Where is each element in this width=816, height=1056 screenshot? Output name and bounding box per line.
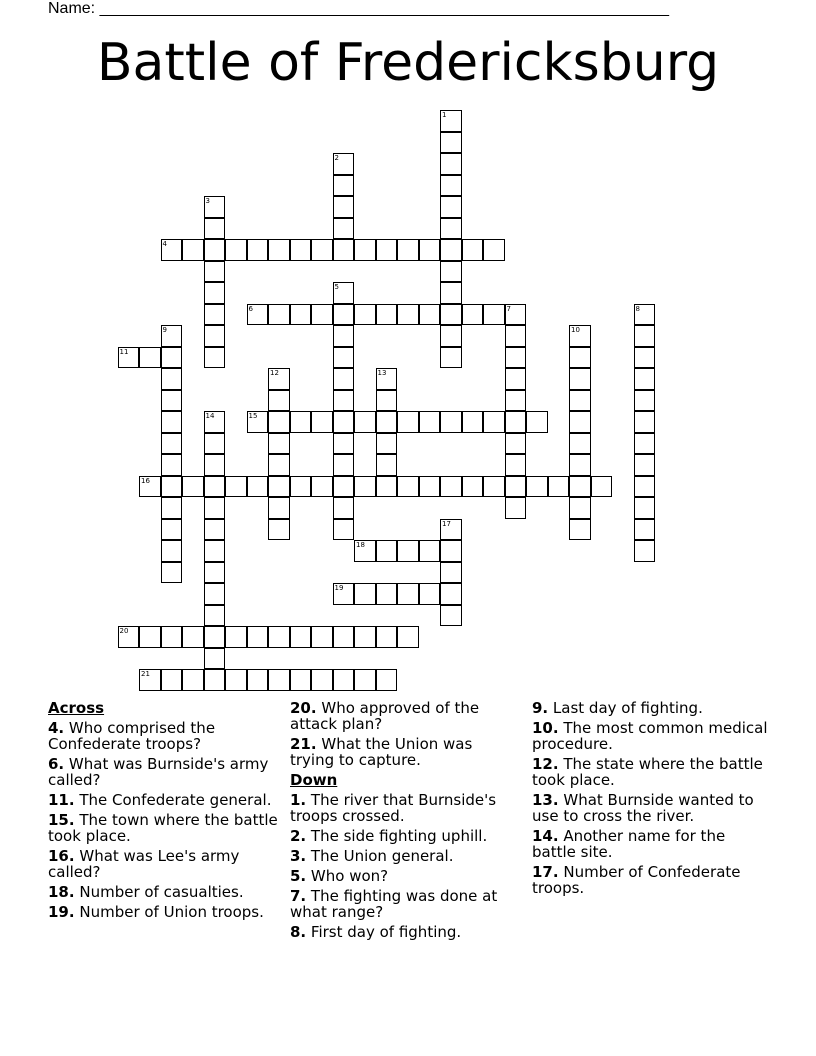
grid-cell[interactable] bbox=[268, 239, 290, 261]
grid-cell[interactable] bbox=[354, 476, 376, 498]
grid-cell[interactable] bbox=[419, 540, 441, 562]
grid-cell[interactable] bbox=[569, 497, 591, 519]
clue-number: 5 bbox=[334, 283, 339, 291]
grid-cell[interactable] bbox=[634, 368, 656, 390]
grid-cell[interactable] bbox=[440, 110, 462, 132]
grid-cell[interactable] bbox=[268, 497, 290, 519]
grid-cell[interactable] bbox=[225, 476, 247, 498]
grid-cell[interactable] bbox=[182, 626, 204, 648]
grid-cell[interactable] bbox=[161, 347, 183, 369]
grid-cell[interactable] bbox=[247, 304, 269, 326]
clue-number: 1 bbox=[442, 111, 447, 119]
clue-down-2: 2. The side fighting uphill. bbox=[290, 827, 488, 845]
grid-cell[interactable] bbox=[161, 411, 183, 433]
grid-cell[interactable] bbox=[139, 626, 161, 648]
grid-cell[interactable] bbox=[290, 304, 312, 326]
grid-cell[interactable] bbox=[483, 304, 505, 326]
grid-cell[interactable] bbox=[397, 239, 419, 261]
grid-cell[interactable] bbox=[204, 304, 226, 326]
grid-cell[interactable] bbox=[354, 411, 376, 433]
clue-number: 6 bbox=[248, 304, 253, 313]
clue-across-21: 21. What the Union was trying to capture. bbox=[290, 735, 473, 769]
grid-cell[interactable] bbox=[204, 218, 226, 240]
grid-cell[interactable] bbox=[161, 325, 183, 347]
grid-cell[interactable] bbox=[333, 454, 355, 476]
grid-cell[interactable] bbox=[419, 411, 441, 433]
grid-cell[interactable] bbox=[569, 368, 591, 390]
grid-cell[interactable] bbox=[247, 669, 269, 691]
grid-cell[interactable] bbox=[440, 347, 462, 369]
grid-cell[interactable] bbox=[440, 519, 462, 541]
grid-cell[interactable] bbox=[268, 669, 290, 691]
grid-cell[interactable] bbox=[333, 390, 355, 412]
grid-cell[interactable] bbox=[311, 476, 333, 498]
grid-cell[interactable] bbox=[634, 325, 656, 347]
name-underline: ________________________________________________________________ bbox=[99, 0, 670, 17]
grid-cell[interactable] bbox=[204, 519, 226, 541]
grid-cell[interactable] bbox=[161, 669, 183, 691]
clue-down-14: 14. Another name for the battle site. bbox=[532, 827, 726, 861]
clue-down-7: 7. The fighting was done at what range? bbox=[290, 887, 498, 921]
grid-cell[interactable] bbox=[419, 304, 441, 326]
clue-across-11: 11. The Confederate general. bbox=[48, 791, 272, 809]
clue-across-15: 15. The town where the battle took place. bbox=[48, 811, 278, 845]
grid-cell[interactable] bbox=[569, 454, 591, 476]
grid-cell[interactable] bbox=[333, 153, 355, 175]
grid-cell[interactable] bbox=[440, 325, 462, 347]
grid-cell[interactable] bbox=[139, 669, 161, 691]
clue-number: 12 bbox=[270, 369, 279, 377]
grid-cell[interactable] bbox=[333, 347, 355, 369]
grid-cell[interactable] bbox=[290, 626, 312, 648]
grid-cell[interactable] bbox=[161, 390, 183, 412]
grid-cell[interactable] bbox=[161, 562, 183, 584]
grid-cell[interactable] bbox=[505, 390, 527, 412]
grid-cell[interactable] bbox=[333, 325, 355, 347]
clue-number: 8 bbox=[635, 304, 640, 313]
grid-cell[interactable] bbox=[204, 196, 226, 218]
grid-cell[interactable] bbox=[419, 583, 441, 605]
grid-cell[interactable] bbox=[247, 411, 269, 433]
grid-cell[interactable] bbox=[354, 583, 376, 605]
clue-down-13: 13. What Burnside wanted to use to cross the river. bbox=[532, 791, 754, 825]
clue-across-4: 4. Who comprised the Confederate troops? bbox=[48, 719, 216, 753]
down-heading: Down bbox=[290, 771, 338, 789]
grid-cell[interactable] bbox=[376, 454, 398, 476]
grid-cell[interactable] bbox=[247, 476, 269, 498]
grid-cell[interactable] bbox=[290, 476, 312, 498]
grid-cell[interactable] bbox=[376, 433, 398, 455]
grid-cell[interactable] bbox=[247, 239, 269, 261]
clue-across-20: 20. Who approved of the attack plan? bbox=[290, 699, 480, 733]
grid-cell[interactable] bbox=[440, 218, 462, 240]
grid-cell[interactable] bbox=[634, 454, 656, 476]
grid-cell[interactable] bbox=[161, 433, 183, 455]
clue-down-17: 17. Number of Confederate troops. bbox=[532, 863, 741, 897]
grid-cell[interactable] bbox=[376, 390, 398, 412]
grid-cell[interactable] bbox=[333, 519, 355, 541]
grid-cell[interactable] bbox=[204, 476, 226, 498]
grid-cell[interactable] bbox=[440, 132, 462, 154]
grid-cell[interactable] bbox=[333, 669, 355, 691]
clue-number: 4 bbox=[162, 240, 167, 248]
name-label: Name: bbox=[48, 0, 96, 17]
clue-number: 2 bbox=[334, 154, 339, 162]
clue-number: 13 bbox=[377, 369, 387, 377]
clue-number: 21 bbox=[141, 670, 150, 678]
clue-number: 3 bbox=[205, 197, 210, 205]
grid-cell[interactable] bbox=[505, 347, 527, 369]
clue-number: 10 bbox=[571, 326, 580, 334]
grid-cell[interactable] bbox=[161, 519, 183, 541]
grid-cell[interactable] bbox=[440, 411, 462, 433]
grid-cell[interactable] bbox=[204, 540, 226, 562]
grid-cell[interactable] bbox=[483, 411, 505, 433]
grid-cell[interactable] bbox=[397, 304, 419, 326]
grid-cell[interactable] bbox=[569, 347, 591, 369]
clue-down-9: 9. Last day of fighting. bbox=[532, 699, 703, 717]
grid-cell[interactable] bbox=[634, 433, 656, 455]
puzzle-title: Battle of Fredericksburg bbox=[96, 33, 720, 93]
grid-cell[interactable] bbox=[247, 626, 269, 648]
clue-number: 20 bbox=[119, 627, 129, 635]
grid-cell[interactable] bbox=[376, 304, 398, 326]
grid-cell[interactable] bbox=[204, 433, 226, 455]
grid-cell[interactable] bbox=[376, 540, 398, 562]
clue-down-1: 1. The river that Burnside's troops crossed. bbox=[290, 791, 497, 825]
grid-cell[interactable] bbox=[161, 454, 183, 476]
grid-cell[interactable] bbox=[268, 433, 290, 455]
grid-cell[interactable] bbox=[569, 433, 591, 455]
grid-cell[interactable] bbox=[354, 239, 376, 261]
grid-cell[interactable] bbox=[376, 368, 398, 390]
grid-cell[interactable] bbox=[333, 304, 355, 326]
grid-cell[interactable] bbox=[440, 282, 462, 304]
grid-cell[interactable] bbox=[268, 454, 290, 476]
grid-cell[interactable] bbox=[204, 239, 226, 261]
grid-cell[interactable] bbox=[440, 476, 462, 498]
clue-number: 14 bbox=[205, 412, 215, 420]
clue-number: 9 bbox=[162, 326, 167, 334]
grid-cell[interactable] bbox=[569, 411, 591, 433]
grid-cell[interactable] bbox=[462, 476, 484, 498]
grid-cell[interactable] bbox=[440, 562, 462, 584]
clue-down-3: 3. The Union general. bbox=[290, 847, 454, 865]
grid-cell[interactable] bbox=[311, 239, 333, 261]
clue-down-5: 5. Who won? bbox=[290, 867, 389, 885]
clues-middle-column bbox=[290, 700, 515, 944]
clue-number: 11 bbox=[119, 347, 129, 356]
grid-cell[interactable] bbox=[440, 261, 462, 283]
grid-cell[interactable] bbox=[376, 669, 398, 691]
grid-cell[interactable] bbox=[204, 454, 226, 476]
grid-cell[interactable] bbox=[505, 454, 527, 476]
clue-number: 15 bbox=[248, 412, 258, 420]
grid-cell[interactable] bbox=[634, 476, 656, 498]
grid-cell[interactable] bbox=[634, 540, 656, 562]
grid-cell[interactable] bbox=[225, 239, 247, 261]
grid-cell[interactable] bbox=[204, 648, 226, 670]
grid-cell[interactable] bbox=[440, 196, 462, 218]
grid-cell[interactable] bbox=[268, 626, 290, 648]
grid-cell[interactable] bbox=[505, 476, 527, 498]
grid-cell[interactable] bbox=[333, 196, 355, 218]
grid-cell[interactable] bbox=[354, 669, 376, 691]
grid-cell[interactable] bbox=[569, 325, 591, 347]
grid-cell[interactable] bbox=[419, 239, 441, 261]
grid-cell[interactable] bbox=[290, 239, 312, 261]
grid-cell[interactable] bbox=[290, 669, 312, 691]
grid-cell[interactable] bbox=[333, 626, 355, 648]
grid-cell[interactable] bbox=[204, 497, 226, 519]
grid-cell[interactable] bbox=[311, 411, 333, 433]
grid-cell[interactable] bbox=[505, 368, 527, 390]
grid-cell[interactable] bbox=[204, 669, 226, 691]
grid-cell[interactable] bbox=[397, 476, 419, 498]
grid-cell[interactable] bbox=[483, 476, 505, 498]
grid-cell[interactable] bbox=[397, 626, 419, 648]
clue-across-16: 16. What was Lee's army called? bbox=[48, 847, 240, 881]
grid-cell[interactable] bbox=[354, 626, 376, 648]
clues-across-column bbox=[48, 700, 278, 924]
grid-cell[interactable] bbox=[462, 304, 484, 326]
grid-cell[interactable] bbox=[204, 626, 226, 648]
grid-cell[interactable] bbox=[139, 476, 161, 498]
grid-cell[interactable] bbox=[376, 626, 398, 648]
grid-cell[interactable] bbox=[462, 239, 484, 261]
grid-cell[interactable] bbox=[440, 583, 462, 605]
clue-number: 19 bbox=[334, 584, 344, 592]
grid-cell[interactable] bbox=[118, 347, 140, 369]
clue-across-6: 6. What was Burnside's army called? bbox=[48, 755, 269, 789]
grid-cell[interactable] bbox=[634, 347, 656, 369]
grid-cell[interactable] bbox=[161, 476, 183, 498]
grid-cell[interactable] bbox=[290, 411, 312, 433]
clue-down-8: 8. First day of fighting. bbox=[290, 923, 462, 941]
grid-cell[interactable] bbox=[376, 476, 398, 498]
grid-cell[interactable] bbox=[505, 497, 527, 519]
grid-cell[interactable] bbox=[204, 282, 226, 304]
grid-cell[interactable] bbox=[161, 497, 183, 519]
grid-cell[interactable] bbox=[118, 626, 140, 648]
grid-cell[interactable] bbox=[204, 325, 226, 347]
grid-cell[interactable] bbox=[376, 583, 398, 605]
grid-cell[interactable] bbox=[505, 325, 527, 347]
grid-cell[interactable] bbox=[505, 304, 527, 326]
grid-cell[interactable] bbox=[182, 476, 204, 498]
grid-cell[interactable] bbox=[204, 562, 226, 584]
grid-cell[interactable] bbox=[440, 605, 462, 627]
grid-cell[interactable] bbox=[268, 304, 290, 326]
grid-cell[interactable] bbox=[139, 347, 161, 369]
grid-cell[interactable] bbox=[419, 476, 441, 498]
grid-cell[interactable] bbox=[440, 239, 462, 261]
grid-cell[interactable] bbox=[591, 476, 613, 498]
grid-cell[interactable] bbox=[397, 411, 419, 433]
grid-cell[interactable] bbox=[333, 583, 355, 605]
grid-cell[interactable] bbox=[161, 239, 183, 261]
clue-down-10: 10. The most common medical procedure. bbox=[532, 719, 768, 753]
grid-cell[interactable] bbox=[333, 411, 355, 433]
clue-number: 7 bbox=[506, 304, 511, 313]
grid-cell[interactable] bbox=[397, 540, 419, 562]
grid-cell[interactable] bbox=[204, 411, 226, 433]
grid-cell[interactable] bbox=[354, 540, 376, 562]
clue-across-19: 19. Number of Union troops. bbox=[48, 903, 264, 921]
grid-cell[interactable] bbox=[161, 540, 183, 562]
grid-cell[interactable] bbox=[268, 476, 290, 498]
grid-cell[interactable] bbox=[397, 583, 419, 605]
grid-cell[interactable] bbox=[634, 390, 656, 412]
grid-cell[interactable] bbox=[440, 153, 462, 175]
grid-cell[interactable] bbox=[333, 433, 355, 455]
grid-cell[interactable] bbox=[161, 368, 183, 390]
grid-cell[interactable] bbox=[634, 519, 656, 541]
grid-cell[interactable] bbox=[376, 411, 398, 433]
grid-cell[interactable] bbox=[634, 497, 656, 519]
grid-cell[interactable] bbox=[634, 411, 656, 433]
grid-cell[interactable] bbox=[483, 239, 505, 261]
clue-down-12: 12. The state where the battle took place. bbox=[532, 755, 763, 789]
grid-cell[interactable] bbox=[440, 540, 462, 562]
grid-cell[interactable] bbox=[311, 304, 333, 326]
grid-cell[interactable] bbox=[225, 669, 247, 691]
grid-cell[interactable] bbox=[526, 476, 548, 498]
grid-cell[interactable] bbox=[440, 304, 462, 326]
grid-cell[interactable] bbox=[311, 669, 333, 691]
grid-cell[interactable] bbox=[333, 218, 355, 240]
clue-number: 16 bbox=[141, 476, 150, 485]
grid-cell[interactable] bbox=[333, 368, 355, 390]
grid-cell[interactable] bbox=[204, 261, 226, 283]
clue-across-18: 18. Number of casualties. bbox=[48, 883, 244, 901]
grid-cell[interactable] bbox=[354, 304, 376, 326]
grid-cell[interactable] bbox=[161, 626, 183, 648]
grid-cell[interactable] bbox=[526, 411, 548, 433]
grid-cell[interactable] bbox=[333, 175, 355, 197]
grid-cell[interactable] bbox=[462, 411, 484, 433]
grid-cell[interactable] bbox=[225, 626, 247, 648]
grid-cell[interactable] bbox=[548, 476, 570, 498]
grid-cell[interactable] bbox=[311, 626, 333, 648]
grid-cell[interactable] bbox=[333, 497, 355, 519]
grid-cell[interactable] bbox=[268, 519, 290, 541]
grid-cell[interactable] bbox=[268, 390, 290, 412]
grid-cell[interactable] bbox=[333, 282, 355, 304]
grid-cell[interactable] bbox=[569, 476, 591, 498]
grid-cell[interactable] bbox=[505, 411, 527, 433]
clues-right-column bbox=[532, 700, 772, 900]
grid-cell[interactable] bbox=[333, 239, 355, 261]
grid-cell[interactable] bbox=[376, 239, 398, 261]
grid-cell[interactable] bbox=[569, 519, 591, 541]
grid-cell[interactable] bbox=[204, 583, 226, 605]
clue-number: 17 bbox=[442, 519, 451, 528]
grid-cell[interactable] bbox=[204, 605, 226, 627]
grid-cell[interactable] bbox=[182, 239, 204, 261]
grid-cell[interactable] bbox=[569, 390, 591, 412]
grid-cell[interactable] bbox=[268, 368, 290, 390]
across-heading: Across bbox=[48, 699, 105, 717]
grid-cell[interactable] bbox=[182, 669, 204, 691]
clue-number: 18 bbox=[356, 541, 365, 549]
grid-cell[interactable] bbox=[440, 175, 462, 197]
grid-cell[interactable] bbox=[204, 347, 226, 369]
grid-cell[interactable] bbox=[634, 304, 656, 326]
grid-cell[interactable] bbox=[505, 433, 527, 455]
grid-cell[interactable] bbox=[268, 411, 290, 433]
grid-cell[interactable] bbox=[333, 476, 355, 498]
